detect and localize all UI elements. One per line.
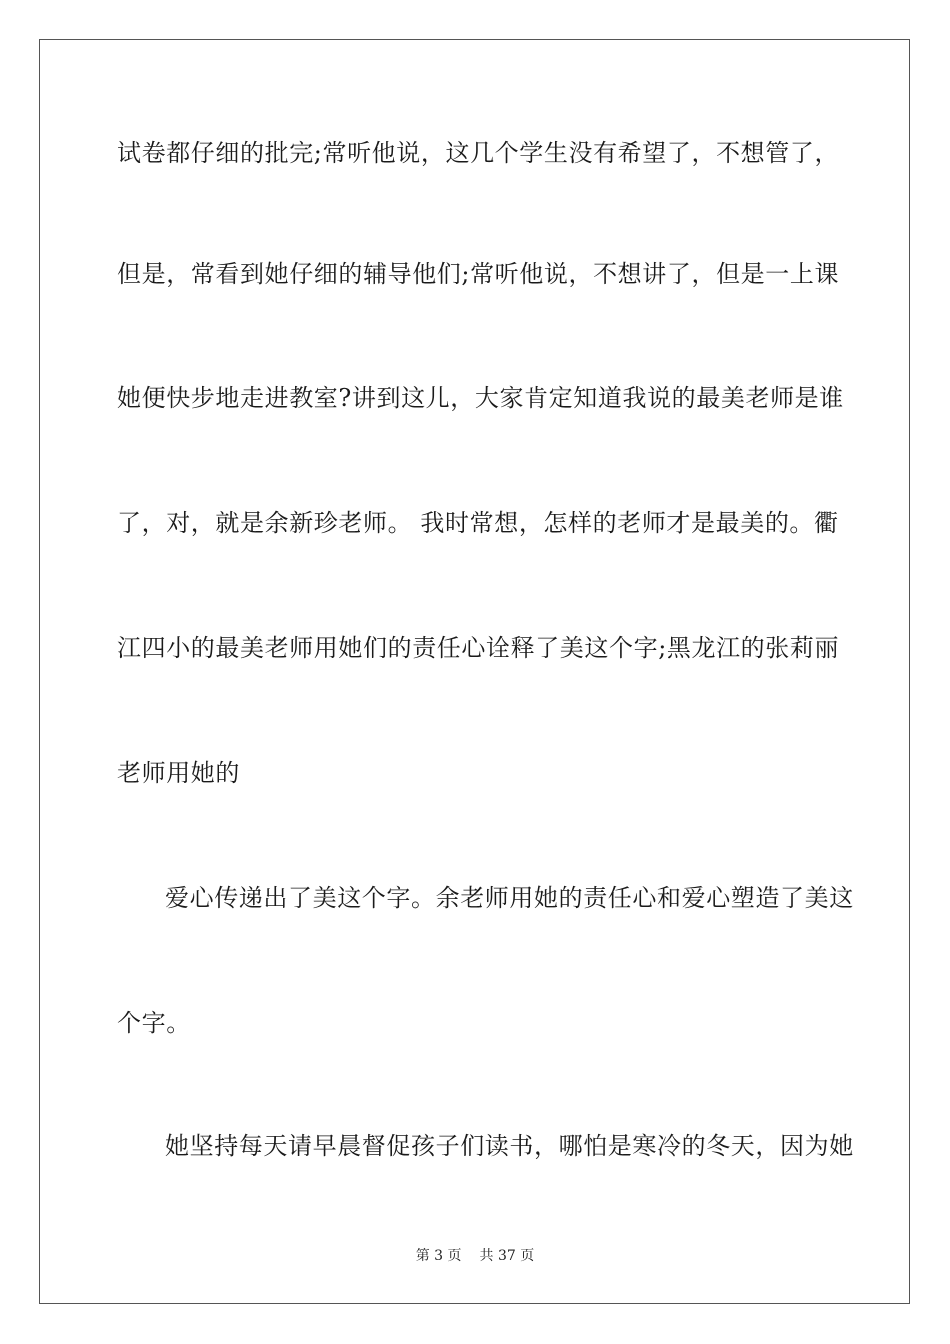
page-total: 共 37 页 <box>479 1248 535 1264</box>
body-line-6: 老师用她的 <box>117 759 240 787</box>
body-line-4: 了，对，就是余新珍老师。 我时常想，怎样的老师才是最美的。衢 <box>117 509 839 537</box>
page-footer <box>0 1246 950 1266</box>
body-line-8: 个字。 <box>117 1009 191 1037</box>
page-frame <box>39 39 910 1304</box>
paragraph-line-7: 爱心传递出了美这个字。余老师用她的责任心和爱心塑造了美这 <box>165 884 854 912</box>
body-line-1: 试卷都仔细的批完;常听他说，这几个学生没有希望了，不想管了， <box>117 139 840 167</box>
page-number: 第 3 页 <box>415 1248 462 1264</box>
body-line-5: 江四小的最美老师用她们的责任心诠释了美这个字;黑龙江的张莉丽 <box>117 634 840 662</box>
body-line-2: 但是，常看到她仔细的辅导他们;常听他说，不想讲了，但是一上课 <box>117 260 840 288</box>
paragraph-line-9: 她坚持每天请早晨督促孩子们读书，哪怕是寒冷的冬天，因为她 <box>165 1132 854 1160</box>
body-line-3: 她便快步地走进教室?讲到这儿，大家肯定知道我说的最美老师是谁 <box>117 384 844 412</box>
